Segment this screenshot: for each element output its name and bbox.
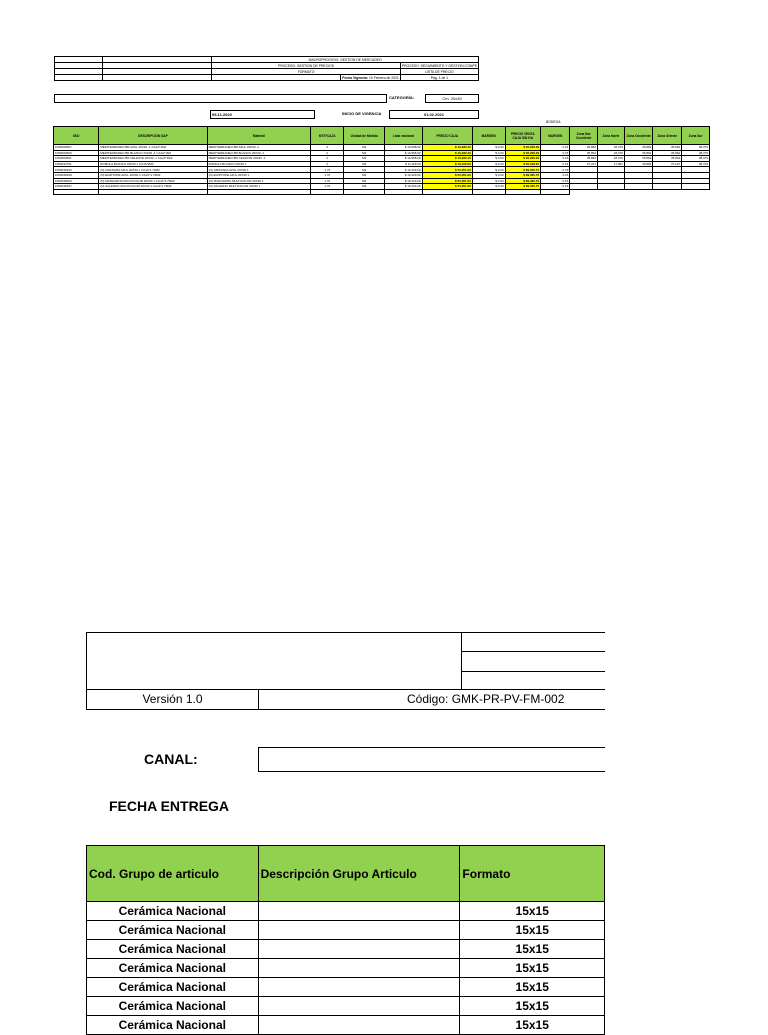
table-row [87, 902, 605, 921]
table-cell[interactable]: $ 13,958.00 [385, 145, 422, 151]
table-cell[interactable]: $ 0.00 [472, 167, 505, 173]
table-cell[interactable]: 35,862 [653, 156, 682, 162]
sheet-header-row [54, 127, 710, 145]
table-cell[interactable]: 35,862 [624, 161, 653, 167]
table-cell[interactable]: $ 50,051.00 [422, 184, 472, 190]
table-cell[interactable] [570, 189, 598, 195]
table-cell[interactable]: $ 0.00 [472, 178, 505, 184]
table-cell[interactable]: 35,862 [570, 150, 598, 156]
table-cell[interactable] [54, 189, 99, 195]
table-cell[interactable]: $ 0.00 [472, 150, 505, 156]
table-cell[interactable]: (N) SALERNO MULTICOLOR 20X30 1 CAJA*1.76M2 [99, 184, 207, 190]
table-cell[interactable]: 1050036497 [54, 184, 99, 190]
table-row [87, 921, 605, 940]
codigo-text: Código: GMK-PR-PV-FM-002 [407, 692, 565, 706]
table-cell[interactable]: (N) EGIPTOPE AZUL 20X30 1 [207, 172, 311, 178]
table-cell[interactable] [472, 189, 505, 195]
table-cell[interactable]: $ 10,329.00 [385, 184, 422, 190]
table-cell[interactable]: 1050036499 [54, 172, 99, 178]
col-header-cod: Cod. Grupo de articulo [87, 846, 259, 902]
table-cell[interactable]: 38,379 [682, 150, 710, 156]
table-cell[interactable]: 38,379 [682, 145, 710, 151]
col-header: SKU [54, 127, 99, 145]
col-header-descripcion: Descripción Grupo Articulo [258, 846, 460, 902]
col-header: MTS*CAJA [311, 127, 344, 145]
categoria-label: CATEGORÍA: [389, 95, 415, 100]
table-cell[interactable]: 18,479 [598, 145, 625, 151]
table-cell[interactable]: 35,862 [653, 145, 682, 151]
table-cell[interactable] [258, 940, 460, 959]
table-cell[interactable]: ROMULA BLANCO 20X30 1 [207, 161, 311, 167]
table-row [87, 940, 605, 959]
table-cell[interactable]: $ 0.00 [472, 172, 505, 178]
table-cell[interactable]: 1050000500 [54, 150, 99, 156]
table-cell[interactable]: 0.15 [541, 167, 570, 173]
col-header: Zona Nor Occidente [570, 127, 598, 145]
table-cell[interactable] [624, 189, 653, 195]
table-cell[interactable]: $ 19,932.40 [422, 150, 472, 156]
table-cell[interactable]: 35,862 [653, 150, 682, 156]
table-cell[interactable]: M2 [344, 156, 385, 162]
table-cell[interactable]: 15x15 [460, 921, 605, 940]
table-cell[interactable]: 0.15 [541, 178, 570, 184]
table-cell[interactable]: 1.76 [311, 172, 344, 178]
table-cell[interactable]: $ 19,932.40 [422, 145, 472, 151]
table-cell[interactable]: 0.15 [541, 172, 570, 178]
table-cell[interactable] [344, 189, 385, 195]
table-cell[interactable]: 1050036500 [54, 178, 99, 184]
macroproceso-cell: MACROPROCESO: GESTION DE MERCADEO [212, 57, 479, 63]
table-cell[interactable]: $ 13,958.00 [385, 150, 422, 156]
table-cell[interactable]: 0.15 [541, 184, 570, 190]
blank-bar [54, 94, 387, 103]
table-cell[interactable]: 1.76 [311, 178, 344, 184]
table-cell[interactable]: 15x15 [460, 959, 605, 978]
table-cell[interactable]: $ 19,932.40 [422, 156, 472, 162]
inicio-vigencia-field[interactable]: 01.02.2021 [389, 110, 479, 119]
table-cell[interactable]: 38,379 [682, 161, 710, 167]
col-header: Unidad de Medida [344, 127, 385, 145]
table-cell[interactable]: $ 95,206.29 [505, 156, 541, 162]
table-row [87, 978, 605, 997]
table-cell[interactable]: M2 [344, 150, 385, 156]
table-row-empty [54, 189, 710, 195]
table-cell[interactable]: 1050000501 [54, 156, 99, 162]
table-cell[interactable]: 15x15 [460, 997, 605, 1016]
lista-cell: LISTA DE PRECIO [400, 69, 478, 75]
price-sheet [53, 126, 710, 195]
table-cell[interactable]: 0.15 [541, 161, 570, 167]
table-cell[interactable]: $ 89,025.75 [505, 172, 541, 178]
table-cell[interactable]: $ 0.00 [472, 156, 505, 162]
table-cell[interactable]: Cerámica Nacional [87, 902, 259, 921]
table-cell[interactable]: (N) GRANADA AZUL 20X30 1 [207, 167, 311, 173]
col-header: MARGEN [472, 127, 505, 145]
table-cell[interactable]: $ 95,206.29 [505, 145, 541, 151]
formato-cell: FORMATO [212, 69, 401, 75]
table-cell[interactable]: M2 [344, 172, 385, 178]
canal-field[interactable] [258, 747, 605, 772]
table-cell[interactable]: 1050000507 [54, 145, 99, 151]
table-cell[interactable]: 35,862 [624, 156, 653, 162]
table-cell[interactable]: $ 0.00 [472, 161, 505, 167]
table-row [87, 1016, 605, 1035]
proceso-cell: PROCESO: GESTION DE PRECIOS [212, 63, 401, 69]
table-cell[interactable] [258, 1016, 460, 1035]
table-cell[interactable]: 18,479 [598, 150, 625, 156]
fecha-field[interactable]: 05.11.2020 [210, 110, 315, 119]
table-cell[interactable]: $ 89,025.75 [505, 167, 541, 173]
subproceso-cell: PROCESO: SEGUIMIENTO Y GESTION COMPE [401, 63, 477, 68]
col-header: Material [207, 127, 311, 145]
table-cell[interactable]: $ 50,051.00 [422, 178, 472, 184]
table-cell[interactable] [422, 189, 472, 195]
table-cell[interactable]: $ 95,206.29 [505, 150, 541, 156]
bodega-label: BODEGA [546, 120, 561, 124]
table-cell[interactable] [385, 189, 422, 195]
col-header: Zona Oriente [653, 127, 682, 145]
table-cell[interactable]: Cerámica Nacional [87, 978, 259, 997]
table-cell[interactable]: $ 10,329.00 [385, 167, 422, 173]
table-cell[interactable]: 2 [311, 161, 344, 167]
table-cell[interactable] [682, 189, 710, 195]
table-cell[interactable]: $ 0.00 [472, 184, 505, 190]
form-version-row [86, 690, 605, 710]
categoria-field[interactable]: Cm. 20x30 [425, 94, 479, 103]
table-cell[interactable]: MEDITERRANEO BR AZUL 20X30 -1 CAJA*1M2 [99, 145, 207, 151]
table-cell[interactable] [258, 902, 460, 921]
table-cell[interactable]: (N) EGIPTOPE AZUL 20X30 1 CAJA*1.76M2 [99, 172, 207, 178]
table-cell[interactable]: ROMULA BLANCO 20X30 1 CAJA*2M2 [99, 161, 207, 167]
table-cell[interactable]: 2 [311, 150, 344, 156]
table-cell[interactable]: $ 50,051.00 [422, 172, 472, 178]
table-cell[interactable]: (N) SALERNO MULTICOLOR 20X30 1 [207, 184, 311, 190]
table-cell[interactable]: Cerámica Nacional [87, 940, 259, 959]
table-cell[interactable]: Cerámica Nacional [87, 1016, 259, 1035]
inicio-vigencia-label: INICIO DE VIGENCIA [342, 111, 382, 116]
table-cell[interactable]: $ 11,118.00 [385, 161, 422, 167]
table-cell[interactable] [258, 978, 460, 997]
table-cell[interactable]: 1.76 [311, 184, 344, 190]
fecha-entrega-label: FECHA ENTREGA [109, 798, 230, 814]
table-cell[interactable]: Cerámica Nacional [87, 997, 259, 1016]
table-cell[interactable]: (N) MARGARITA MULTICOLOR 20X30 1 CAJA*1.76M2 [99, 178, 207, 184]
table-cell[interactable]: $ 50,051.00 [422, 167, 472, 173]
table-cell[interactable]: 1050032701 [54, 161, 99, 167]
table-cell[interactable]: MEDITERRANEO BR CELESTE 20X30 -1 [207, 156, 311, 162]
col-header: Zona Sur [682, 127, 710, 145]
table-cell[interactable]: $ 95,018.81 [505, 161, 541, 167]
table-cell[interactable]: M2 [344, 178, 385, 184]
table-row [87, 997, 605, 1016]
table-cell[interactable] [258, 959, 460, 978]
table-cell[interactable]: MEDITERRANEO BR CELESTE 20X30 -1 CAJA*1M2 [99, 156, 207, 162]
table-cell[interactable]: 18,479 [598, 156, 625, 162]
header-table [54, 56, 479, 81]
pagina-cell: Pág. 1 de 1 [400, 75, 478, 81]
table-cell[interactable]: 37,227 [570, 161, 598, 167]
table-cell[interactable]: MEDITERRANEO BR BLANCO 20X30 -1 CAJA*1M2 [99, 150, 207, 156]
col-header: Zona Occidente [624, 127, 653, 145]
table-cell[interactable]: $ 10,329.00 [385, 172, 422, 178]
col-header-formato: Formato [460, 846, 605, 902]
table-cell[interactable]: $ 89,025.75 [505, 178, 541, 184]
table-cell[interactable]: 15x15 [460, 978, 605, 997]
table-cell[interactable]: 2 [311, 156, 344, 162]
table-cell[interactable]: Cerámica Nacional [87, 959, 259, 978]
table-cell[interactable]: M2 [344, 145, 385, 151]
table-cell[interactable]: $ 10,329.00 [385, 178, 422, 184]
table-cell[interactable]: Cerámica Nacional [87, 921, 259, 940]
table-cell[interactable]: $ 0.00 [472, 145, 505, 151]
table-cell[interactable]: 1.76 [311, 167, 344, 173]
table-cell[interactable]: MEDITERRANEO BR BLANCO 20X30 -1 [207, 150, 311, 156]
table-cell[interactable] [99, 189, 207, 195]
table-cell[interactable] [598, 189, 625, 195]
table-cell[interactable] [541, 189, 570, 195]
table-cell[interactable]: (N) GRANADA AZUL 20X30 1 CAJA*1.76M2 [99, 167, 207, 173]
fecha-vigencia-cell: Fecha Vigencia: 10 Febrero de 2021 [342, 75, 399, 80]
table-cell[interactable]: 35,862 [624, 145, 653, 151]
table-cell[interactable]: 15x15 [460, 902, 605, 921]
table-cell[interactable]: 2 [311, 145, 344, 151]
col-header: MARGEN [541, 127, 570, 145]
table-cell[interactable] [207, 189, 311, 195]
table-cell[interactable]: 35,862 [624, 150, 653, 156]
table-cell[interactable]: 0.15 [541, 150, 570, 156]
version-text: Versión 1.0 [87, 690, 259, 709]
table-row [87, 959, 605, 978]
table-cell[interactable]: 1050036493 [54, 167, 99, 173]
table-cell[interactable] [258, 921, 460, 940]
form-meta-box [461, 632, 605, 690]
table-cell[interactable]: 15x15 [460, 940, 605, 959]
table-cell[interactable]: M2 [344, 184, 385, 190]
col-header: DESCRIPCION SAP [99, 127, 207, 145]
col-header: PRECIO CAJA [422, 127, 472, 145]
table-cell[interactable]: 0.15 [541, 145, 570, 151]
table-cell[interactable]: MEDITERRANEO BR AZUL 20X30 -1 [207, 145, 311, 151]
col-header: PRECIO VENTA CAJA SIN IVA [505, 127, 541, 145]
table-cell[interactable]: 35,862 [570, 156, 598, 162]
table-cell[interactable]: 15x15 [460, 1016, 605, 1035]
table-cell[interactable]: 0.15 [541, 156, 570, 162]
table-cell[interactable]: 38,379 [682, 156, 710, 162]
table-cell[interactable]: 35,862 [570, 145, 598, 151]
table-cell[interactable]: 17,961 [598, 161, 625, 167]
table-cell[interactable]: M2 [344, 167, 385, 173]
table-cell[interactable] [311, 189, 344, 195]
canal-label: CANAL: [144, 751, 198, 767]
table-cell[interactable] [505, 189, 541, 195]
table-cell[interactable]: 37,227 [653, 161, 682, 167]
table-cell[interactable]: M2 [344, 161, 385, 167]
table-cell[interactable]: (N) MARGARITA MULTICOLOR 20X30 1 [207, 178, 311, 184]
grupo-header-row [87, 846, 605, 902]
grupo-articulo-table [86, 845, 605, 1035]
table-cell[interactable] [258, 997, 460, 1016]
table-cell[interactable] [653, 189, 682, 195]
col-header: Zona Norte [598, 127, 625, 145]
col-header: Lista nacional [385, 127, 422, 145]
table-cell[interactable]: $ 19,156.00 [422, 161, 472, 167]
table-cell[interactable]: $ 89,025.75 [505, 184, 541, 190]
table-cell[interactable]: $ 13,958.00 [385, 156, 422, 162]
